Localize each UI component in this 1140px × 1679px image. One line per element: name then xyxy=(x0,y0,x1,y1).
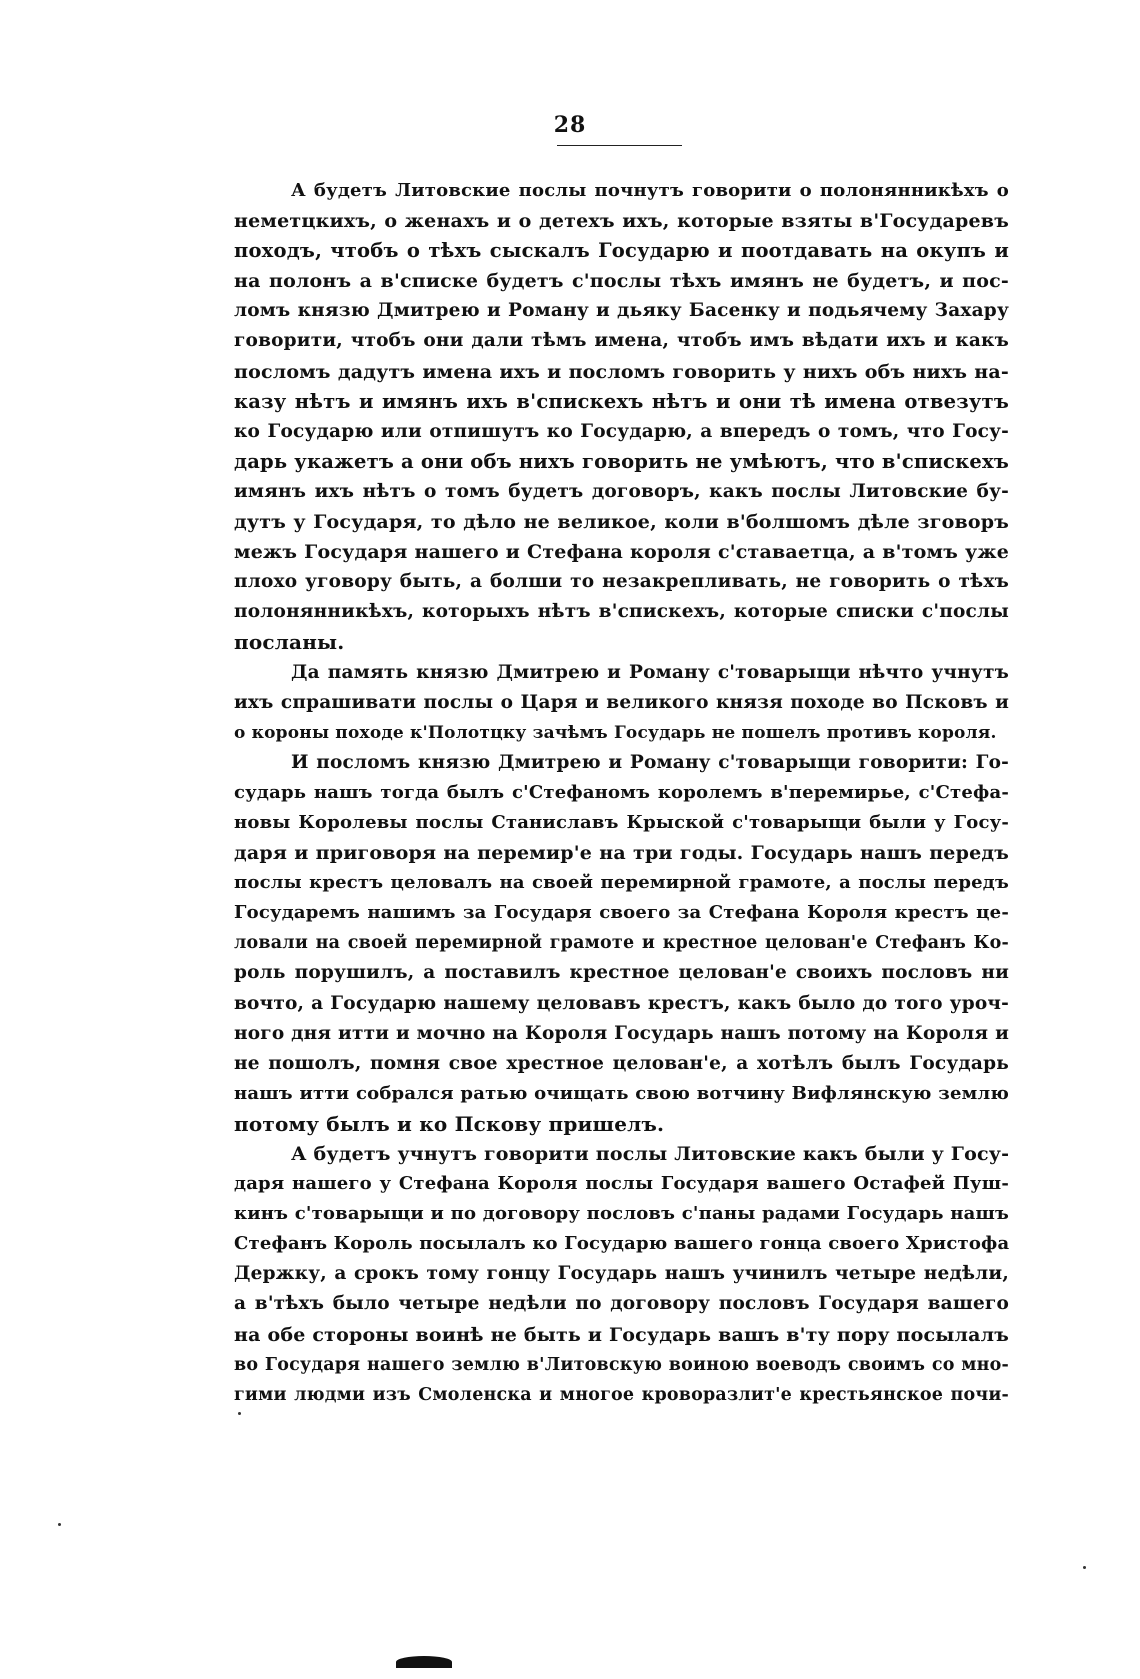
text-line: во Государя нашего землю в'Литовскую воиною воеводъ своимъ со мно- xyxy=(234,1354,1009,1375)
ink-blot xyxy=(396,1656,452,1668)
margin-speck xyxy=(238,1412,241,1415)
page-number: 28 xyxy=(553,112,587,138)
body-text xyxy=(234,176,1009,1410)
text-line: межъ Государя нашего и Стефана короля с'ставаетца, а в'томъ уже xyxy=(234,541,1009,564)
text-line: потому былъ и ко Пскову пришелъ. xyxy=(234,1111,665,1136)
text-line: неметцкихъ, о женахъ и о детехъ ихъ, которые взяты в'Государевъ xyxy=(234,210,1009,233)
paragraph-4 xyxy=(234,1139,1009,1410)
text-line: Стефанъ Король посылалъ ко Государю вашего гонца своего Христофа xyxy=(234,1233,1009,1255)
text-line: даря нашего у Стефана Короля послы Государя вашего Остафей Пуш- xyxy=(234,1173,1009,1195)
text-line: ко Государю или отпишутъ ко Государю, а впередъ о томъ, что Госу- xyxy=(234,420,1009,442)
text-line: А будетъ Литовские послы почнутъ говорити о полонянникѣхъ о xyxy=(291,180,1009,201)
text-line: ихъ спрашивати послы о Царя и великого князя походе во Псковъ и xyxy=(234,691,1009,713)
text-line: сударь нашъ тогда былъ с'Стефаномъ королемъ в'перемирье, с'Стефа- xyxy=(234,781,1009,803)
text-line: ловали на своей перемирной грамоте и крестное целован'е Стефанъ Ко- xyxy=(234,933,1009,954)
paragraph-1 xyxy=(234,176,1009,658)
text-line: посломъ дадутъ имена ихъ и посломъ говорить у нихъ объ нихъ на- xyxy=(234,360,1009,383)
text-line: гими людми изъ Смоленска и многое кроворазлит'е крестьянское почи- xyxy=(234,1384,1009,1405)
text-line: казу нѣтъ и имянъ ихъ в'спискехъ нѣтъ и они тѣ имена отвезутъ xyxy=(234,389,1009,413)
text-line: нашъ итти собрался ратью очищать свою вотчину Вифлянскую землю xyxy=(234,1082,1009,1104)
text-line: И посломъ князю Дмитрею и Роману с'товарыщи говорити: Го- xyxy=(291,751,1009,773)
text-line: дутъ у Государя, то дѣло не великое, коли в'болшомъ дѣле зговоръ xyxy=(234,511,1009,534)
text-line: полонянникѣхъ, которыхъ нѣтъ в'спискехъ, которые списки с'послы xyxy=(234,601,1009,623)
text-line: не пошолъ, помня свое хрестное целован'е, а хотѣлъ былъ Государь xyxy=(234,1052,1009,1074)
margin-speck xyxy=(58,1523,61,1526)
text-line: новы Королевы послы Станиславъ Крыской с'товарыщи были у Госу- xyxy=(234,811,1009,833)
text-line: Государемъ нашимъ за Государя своего за Стефана Короля крестъ це- xyxy=(234,902,1009,924)
text-line: на полонъ а в'списке будетъ с'послы тѣхъ имянъ не будетъ, и пос- xyxy=(234,270,1009,293)
text-line: на обе стороны воинѣ не быть и Государь вашъ в'ту пору посылалъ xyxy=(234,1323,1009,1346)
paragraph-3 xyxy=(234,748,1009,1139)
text-line: походъ, чтобъ о тѣхъ сыскалъ Государю и поотдавать на окупъ и xyxy=(234,239,1009,263)
text-line: кинъ с'товарыщи и по договору пословъ с'паны радами Государь нашъ xyxy=(234,1203,1009,1225)
text-line: послы крестъ целовалъ на своей перемирной грамоте, а послы передъ xyxy=(234,872,1009,894)
paragraph-2 xyxy=(234,658,1009,748)
text-line: А будетъ учнутъ говорити послы Литовские какъ были у Госу- xyxy=(291,1143,1009,1165)
text-line: вочто, а Государю нашему целовавъ крестъ, какъ было до того уроч- xyxy=(234,992,1009,1014)
text-line: а в'тѣхъ было четыре недѣли по договору пословъ Государя вашего xyxy=(234,1293,1009,1315)
margin-speck xyxy=(1083,1566,1086,1569)
text-line: посланы. xyxy=(234,630,345,655)
text-line: о короны походе к'Полотцку зачѣмъ Государь не пошелъ противъ короля. xyxy=(234,722,997,743)
text-line: даря и приговоря на перемир'е на три годы. Государь нашъ передъ xyxy=(234,842,1009,865)
text-line: имянъ ихъ нѣтъ о томъ будетъ договоръ, какъ послы Литовские бу- xyxy=(234,480,1009,502)
text-line: роль порушилъ, а поставилъ крестное целован'е своихъ пословъ ни xyxy=(234,962,1009,984)
text-line: Да память князю Дмитрею и Роману с'товарыщи нѣчто учнутъ xyxy=(291,661,1009,683)
text-line: дарь укажетъ а они объ нихъ говорить не умѣютъ, что в'спискехъ xyxy=(234,449,1009,473)
text-line: плохо уговору быть, а болши то незакрепливать, не говорить о тѣхъ xyxy=(234,571,1009,593)
text-line: ного дня итти и мочно на Короля Государь нашъ потому на Короля и xyxy=(234,1022,1009,1044)
text-line: ломъ князю Дмитрею и Роману и дьяку Басенку и подьячему Захару xyxy=(234,300,1009,322)
text-line: говорити, чтобъ они дали тѣмъ имена, чтобъ имъ вѣдати ихъ и какъ xyxy=(234,330,1009,352)
page-number-rule xyxy=(557,145,682,146)
text-line: Держку, а срокъ тому гонцу Государь нашъ учинилъ четыре недѣли, xyxy=(234,1263,1009,1285)
